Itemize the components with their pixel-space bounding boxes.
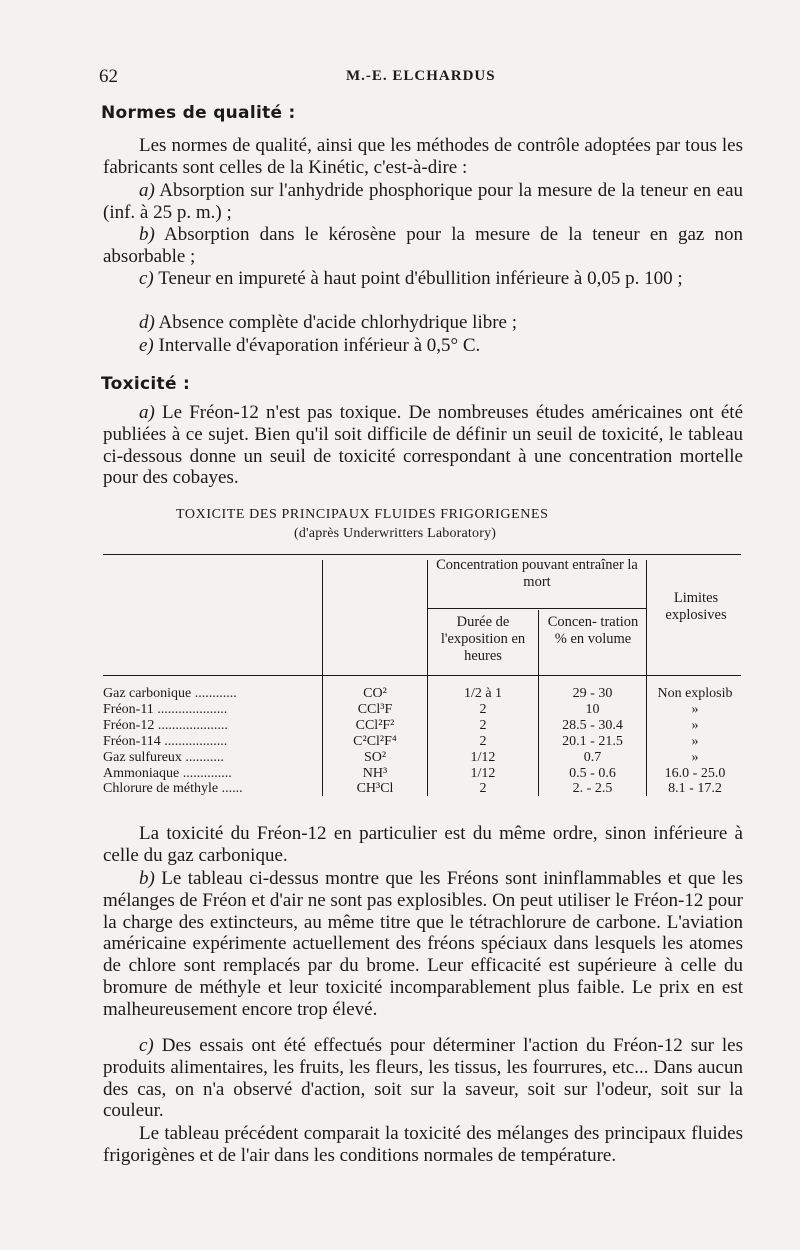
row-concentration: 10: [585, 702, 600, 717]
row-limits: »: [691, 734, 699, 749]
paragraph-closing: Le tableau précédent comparait la toxicité des mélanges des principaux fluides frigorigènes et de l'air dans les conditions normales de température.: [103, 1123, 743, 1166]
row-name: Chlorure de méthyle ......: [103, 781, 243, 796]
quality-item-b: b) Absorption dans le kérosène pour la mesure de la teneur en gaz non absorbable ;: [103, 224, 743, 267]
row-limits: »: [691, 702, 699, 717]
row-limits: Non explosib: [657, 686, 733, 701]
row-name: Ammoniaque ..............: [103, 766, 232, 781]
row-name: Fréon-11 ....................: [103, 702, 228, 717]
row-duration: 2: [479, 702, 487, 717]
row-formula: CCl²F²: [355, 718, 395, 733]
table-rule-top: [103, 554, 741, 555]
toxicity-paragraph-a: a) Le Fréon-12 n'est pas toxique. De nombreuses études américaines ont été publiées à ce sujet. Bien qu'il soit difficile de définir un seuil de toxicité, le tableau ci-dessous donne un seuil de toxicité correspondant à une concentration mortelle pour des cobayes.: [103, 402, 743, 489]
row-formula: CH³Cl: [356, 781, 394, 796]
row-duration: 2: [479, 781, 487, 796]
row-formula: C²Cl²F⁴: [353, 734, 397, 749]
toxicity-heading: Toxicité :: [101, 374, 191, 394]
quality-item-e: e) Intervalle d'évaporation inférieur à 0,5° C.: [139, 335, 481, 356]
row-name: Fréon-12 ....................: [103, 718, 228, 733]
running-title: M.-E. ELCHARDUS: [346, 68, 496, 84]
row-concentration: 20.1 - 21.5: [562, 734, 623, 749]
row-concentration: 0.7: [583, 750, 602, 765]
header-duration: Durée de l'exposition en heures: [440, 614, 526, 664]
row-formula: NH³: [362, 766, 388, 781]
row-concentration: 0.5 - 0.6: [569, 766, 616, 781]
row-name: Gaz sulfureux ...........: [103, 750, 224, 765]
row-limits: »: [691, 750, 699, 765]
row-duration: 2: [479, 734, 487, 749]
row-name: Gaz carbonique ............: [103, 686, 237, 701]
row-formula: CO²: [363, 686, 387, 701]
row-duration: 1/12: [470, 750, 496, 765]
row-concentration: 29 - 30: [572, 686, 613, 701]
row-duration: 1/12: [470, 766, 496, 781]
row-duration: 1/2 à 1: [463, 686, 503, 701]
paragraph-c: c) Des essais ont été effectués pour déterminer l'action du Fréon-12 sur les produits alimentaires, les fruits, les fleurs, les tissus, les fourrures, etc... Dans aucun des cas, on n'a observé d'action, soit sur la saveur, soit sur l'odeur, soit sur la couleur.: [103, 1035, 744, 1122]
quality-item-d: d) Absence complète d'acide chlorhydrique libre ;: [139, 312, 518, 333]
paragraph-b: b) Le tableau ci-dessus montre que les Fréons sont ininflammables et que les mélanges de Fréon et d'air ne sont pas explosibles. On peut utiliser le Fréon-12 pour la charge des extincteurs, au même titre que le tétrachlorure de carbone. L'aviation américaine expérimente actuellement des fréons spéciaux dans lesquels les atomes de chlore sont remplacés par du brome. Leur efficacité est supérieure à celle du bromure de méthyle et leur toxicité incomparablement plus faible. Le prix en est malheureusement encore trop élevé.: [103, 868, 743, 1020]
row-duration: 2: [479, 718, 487, 733]
table-rule-conc: [427, 608, 646, 609]
quality-item-c: c) Teneur en impureté à haut point d'ébullition inférieure à 0,05 p. 100 ;: [139, 268, 683, 289]
header-limits: Limites explosives: [665, 590, 727, 623]
quality-heading: Normes de qualité :: [101, 103, 296, 123]
quality-intro: Les normes de qualité, ainsi que les méthodes de contrôle adoptées par tous les fabricants sont celles de la Kinétic, c'est-à-dire :: [103, 135, 743, 178]
row-formula: SO²: [363, 750, 387, 765]
row-concentration: 28.5 - 30.4: [562, 718, 623, 733]
row-name: Fréon-114 ..................: [103, 734, 228, 749]
header-concentration: Concentration pouvant entraîner la mort: [436, 557, 638, 590]
header-percent: Concen- tration % en volume: [547, 614, 639, 647]
paragraph-freon-toxicity: La toxicité du Fréon-12 en particulier est du même ordre, sinon inférieure à celle du gaz carbonique.: [103, 823, 743, 866]
row-limits: 8.1 - 17.2: [668, 781, 722, 796]
row-concentration: 2. - 2.5: [572, 781, 613, 796]
page-number: 62: [99, 66, 118, 87]
table-rule-head-bottom: [103, 675, 741, 676]
quality-item-a: a) Absorption sur l'anhydride phosphorique pour la mesure de la teneur en eau (inf. à 25 p. m.) ;: [103, 180, 743, 223]
table-title: TOXICITE DES PRINCIPAUX FLUIDES FRIGORIGENES: [176, 507, 549, 522]
row-limits: »: [691, 718, 699, 733]
row-formula: CCl³F: [357, 702, 393, 717]
row-limits: 16.0 - 25.0: [664, 766, 726, 781]
table-subtitle: (d'après Underwritters Laboratory): [294, 526, 497, 541]
